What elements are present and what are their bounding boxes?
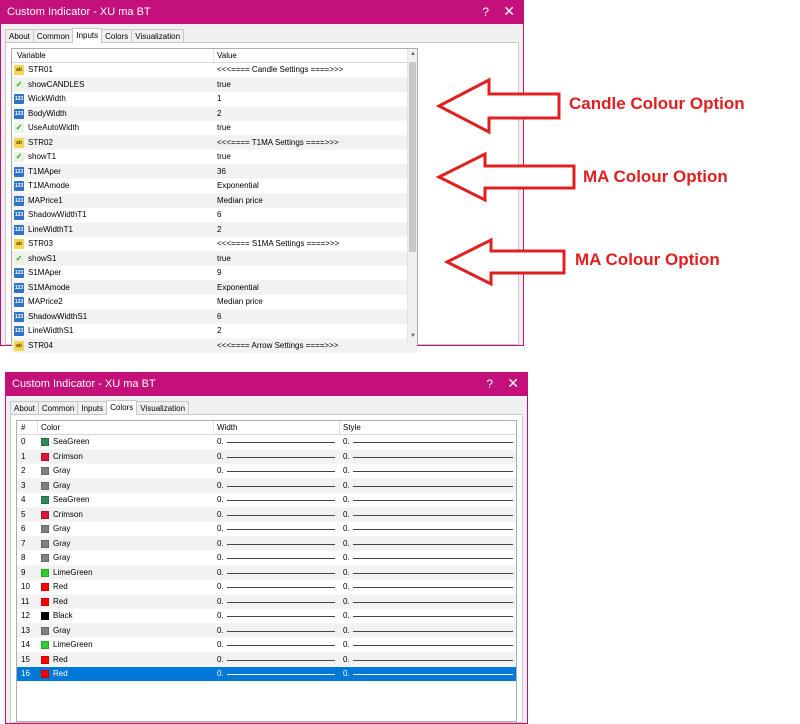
table-row[interactable]: [12, 310, 417, 325]
style-line: [353, 529, 513, 530]
table-row[interactable]: [17, 580, 516, 595]
width-line: [227, 631, 335, 632]
style-line: [353, 442, 513, 443]
table-row[interactable]: [17, 537, 516, 552]
row-index: 6: [21, 524, 26, 533]
color-swatch[interactable]: [41, 627, 49, 635]
variable-value[interactable]: 36: [217, 166, 226, 176]
bool-type-icon: ✓: [15, 152, 23, 161]
number-type-icon: 123: [14, 183, 24, 189]
table-row[interactable]: [12, 295, 417, 310]
color-name[interactable]: Red: [53, 654, 68, 664]
number-type-icon: 123: [14, 197, 24, 204]
width-value[interactable]: 0.: [217, 567, 224, 577]
variable-value[interactable]: true: [217, 152, 231, 161]
string-type-icon: ab: [14, 341, 24, 351]
style-line: [353, 660, 513, 661]
variable-name: LineWidthS1: [28, 326, 74, 335]
tab-common[interactable]: Common: [38, 401, 78, 415]
tab-colors[interactable]: Colors: [101, 29, 132, 43]
grid-header: [17, 421, 516, 435]
close-icon[interactable]: ✕: [507, 375, 519, 391]
variable-name: S1MAper: [28, 268, 62, 277]
table-row[interactable]: [12, 266, 417, 281]
width-value[interactable]: 0.: [217, 480, 224, 490]
color-swatch[interactable]: [41, 453, 49, 461]
color-swatch[interactable]: [41, 540, 49, 548]
row-index: 13: [21, 625, 30, 635]
variable-value[interactable]: 6: [217, 210, 222, 219]
string-type-icon: ab: [14, 138, 24, 148]
width-line: [227, 645, 335, 646]
width-line: [227, 660, 335, 661]
variable-name: T1MAper: [28, 166, 61, 176]
table-row[interactable]: [17, 653, 516, 668]
variable-name: MAPrice1: [28, 195, 63, 205]
table-row[interactable]: [17, 609, 516, 624]
style-value[interactable]: 0.: [343, 611, 350, 620]
tab-strip: [10, 400, 188, 415]
width-value[interactable]: 0.: [217, 437, 224, 446]
style-line: [353, 558, 513, 559]
width-line: [227, 674, 335, 675]
color-name[interactable]: SeaGreen: [53, 437, 90, 446]
tab-panel: [10, 414, 523, 723]
width-value[interactable]: 0.: [217, 611, 224, 620]
color-swatch[interactable]: [41, 496, 49, 504]
width-value[interactable]: 0.: [217, 466, 224, 475]
style-line: [353, 645, 513, 646]
row-index: 8: [21, 553, 26, 562]
variable-value[interactable]: <<<==== Candle Settings ====>>>: [217, 65, 344, 74]
color-name[interactable]: LimeGreen: [53, 640, 93, 649]
column-header-width[interactable]: Width: [217, 423, 238, 432]
width-value[interactable]: 0.: [217, 625, 224, 635]
column-header-variable[interactable]: Variable: [17, 51, 46, 60]
table-row[interactable]: [12, 237, 417, 252]
color-name[interactable]: Gray: [53, 538, 71, 548]
style-value[interactable]: 0.: [343, 524, 350, 533]
tab-common[interactable]: Common: [33, 29, 73, 43]
width-line: [227, 471, 335, 472]
colors-rows: [17, 435, 516, 682]
width-line: [227, 616, 335, 617]
column-header-index[interactable]: #: [21, 423, 26, 432]
annotation-arrow-icon: [437, 152, 577, 202]
style-value[interactable]: 0.: [343, 466, 350, 475]
row-index: 7: [21, 538, 26, 548]
width-value[interactable]: 0.: [217, 669, 224, 678]
inputs-grid: [11, 48, 418, 350]
table-row[interactable]: [12, 252, 417, 267]
number-type-icon: 123: [14, 284, 24, 291]
color-name[interactable]: Gray: [53, 466, 71, 475]
help-icon[interactable]: ?: [486, 377, 493, 391]
width-line: [227, 573, 335, 574]
style-value[interactable]: 0.: [343, 538, 350, 548]
variable-name: STR02: [28, 137, 53, 147]
color-swatch[interactable]: [41, 569, 49, 577]
width-value[interactable]: 0.: [217, 495, 224, 504]
color-name[interactable]: Black: [53, 611, 73, 620]
color-swatch[interactable]: [41, 612, 49, 620]
close-icon[interactable]: ✕: [503, 3, 515, 19]
variable-value[interactable]: 2: [217, 108, 222, 118]
style-value[interactable]: 0.: [343, 640, 350, 649]
variable-name: showS1: [28, 253, 57, 263]
variable-value[interactable]: true: [217, 123, 231, 132]
table-row[interactable]: [12, 165, 417, 180]
color-swatch[interactable]: [41, 482, 49, 490]
color-name[interactable]: Red: [53, 669, 68, 678]
table-row[interactable]: [12, 194, 417, 209]
width-value[interactable]: 0.: [217, 451, 224, 461]
variable-value[interactable]: 2: [217, 224, 222, 234]
color-name[interactable]: SeaGreen: [53, 495, 90, 504]
colors-dialog: [5, 372, 528, 724]
color-name[interactable]: Gray: [53, 553, 71, 562]
style-value[interactable]: 0.: [343, 437, 350, 446]
tab-about[interactable]: About: [10, 401, 39, 415]
table-row[interactable]: [12, 107, 417, 122]
row-index: 14: [21, 640, 30, 649]
number-type-icon: 123: [14, 299, 24, 305]
table-row[interactable]: [17, 522, 516, 537]
help-icon[interactable]: ?: [482, 5, 489, 19]
table-row[interactable]: [17, 435, 516, 450]
style-line: [353, 602, 513, 603]
width-line: [227, 529, 335, 530]
width-line: [227, 486, 335, 487]
number-type-icon: 123: [14, 212, 24, 218]
colors-grid: [16, 420, 517, 722]
style-line: [353, 515, 513, 516]
style-value[interactable]: 0.: [343, 553, 350, 562]
row-index: 11: [21, 596, 30, 606]
annotation-ma-colour-2: MA Colour Option: [575, 250, 720, 269]
width-value[interactable]: 0.: [217, 509, 224, 519]
style-value[interactable]: 0.: [343, 625, 350, 635]
variable-value[interactable]: Median price: [217, 195, 263, 205]
column-header-style[interactable]: Style: [343, 423, 361, 432]
color-name[interactable]: Red: [53, 596, 68, 606]
scroll-down-icon[interactable]: ▼: [410, 333, 416, 339]
bool-type-icon: ✓: [15, 253, 23, 263]
annotation-arrow-icon: [437, 78, 562, 134]
title-bar: [6, 373, 527, 396]
tab-inputs[interactable]: Inputs: [77, 401, 107, 415]
number-type-icon: 123: [14, 110, 24, 117]
variable-value[interactable]: <<<==== Arrow Settings ====>>>: [217, 340, 339, 350]
column-header-value[interactable]: Value: [217, 51, 237, 60]
style-value[interactable]: 0.: [343, 582, 350, 591]
width-line: [227, 457, 335, 458]
bool-type-icon: ✓: [15, 123, 23, 132]
style-value[interactable]: 0.: [343, 596, 350, 606]
style-value[interactable]: 0.: [343, 567, 350, 577]
table-row[interactable]: [12, 281, 417, 296]
table-row[interactable]: [17, 479, 516, 494]
variable-name: ShadowWidthS1: [28, 311, 88, 321]
style-line: [353, 616, 513, 617]
table-row[interactable]: [17, 464, 516, 479]
style-value[interactable]: 0.: [343, 495, 350, 504]
variable-name: ShadowWidthT1: [28, 210, 87, 219]
variable-name: showCANDLES: [28, 79, 85, 89]
row-index: 12: [21, 611, 30, 620]
style-line: [353, 544, 513, 545]
color-swatch[interactable]: [41, 467, 49, 475]
bool-type-icon: ✓: [15, 79, 23, 89]
table-row[interactable]: [12, 63, 417, 78]
annotation-ma-colour-1: MA Colour Option: [583, 167, 728, 186]
annotation-arrow-icon: [445, 238, 567, 286]
table-row[interactable]: [17, 551, 516, 566]
width-value[interactable]: 0.: [217, 654, 224, 664]
scroll-up-icon[interactable]: ▲: [410, 51, 416, 57]
table-row[interactable]: [17, 638, 516, 653]
row-index: 2: [21, 466, 26, 475]
width-value[interactable]: 0.: [217, 596, 224, 606]
tab-colors[interactable]: Colors: [106, 400, 137, 415]
style-line: [353, 587, 513, 588]
table-row[interactable]: [12, 179, 417, 194]
color-name[interactable]: Gray: [53, 625, 71, 635]
row-index: 5: [21, 509, 26, 519]
style-line: [353, 573, 513, 574]
variable-name: UseAutoWidth: [28, 123, 80, 132]
tab-visualization[interactable]: Visualization: [131, 29, 184, 43]
variable-value[interactable]: 9: [217, 268, 222, 277]
variable-value[interactable]: <<<==== T1MA Settings ====>>>: [217, 137, 339, 147]
table-row[interactable]: [12, 223, 417, 238]
dialog-title: Custom Indicator - XU ma BT: [7, 6, 151, 18]
table-row[interactable]: [17, 493, 516, 508]
color-name[interactable]: Gray: [53, 480, 71, 490]
variable-value[interactable]: Exponential: [217, 181, 259, 190]
variable-value[interactable]: <<<==== S1MA Settings ====>>>: [217, 239, 340, 248]
color-swatch[interactable]: [41, 670, 49, 678]
color-swatch[interactable]: [41, 438, 49, 446]
width-line: [227, 544, 335, 545]
color-name[interactable]: Crimson: [53, 451, 83, 461]
table-row[interactable]: [17, 624, 516, 639]
grid-header: [12, 49, 417, 63]
annotation-candle-colour: Candle Colour Option: [569, 94, 745, 113]
color-name[interactable]: Gray: [53, 524, 71, 533]
color-swatch[interactable]: [41, 554, 49, 562]
variable-value[interactable]: 1: [217, 94, 222, 103]
row-index: 9: [21, 567, 26, 577]
color-swatch[interactable]: [41, 511, 49, 519]
style-value[interactable]: 0.: [343, 451, 350, 461]
table-row[interactable]: [17, 566, 516, 581]
width-line: [227, 500, 335, 501]
style-line: [353, 631, 513, 632]
width-value[interactable]: 0.: [217, 582, 224, 591]
color-swatch[interactable]: [41, 656, 49, 664]
string-type-icon: ab: [14, 239, 24, 249]
number-type-icon: 123: [14, 226, 24, 233]
width-value[interactable]: 0.: [217, 524, 224, 533]
variable-value[interactable]: true: [217, 253, 231, 263]
variable-name: STR03: [28, 239, 53, 248]
number-type-icon: 123: [14, 168, 24, 175]
title-bar: [1, 1, 523, 24]
style-line: [353, 457, 513, 458]
width-value[interactable]: 0.: [217, 640, 224, 649]
scroll-thumb[interactable]: [409, 62, 416, 252]
number-type-icon: 123: [14, 270, 24, 276]
variable-name: T1MAmode: [28, 181, 70, 190]
width-line: [227, 442, 335, 443]
variable-name: BodyWidth: [28, 108, 67, 118]
color-swatch[interactable]: [41, 641, 49, 649]
tab-strip: [5, 28, 183, 43]
table-row[interactable]: [12, 324, 417, 339]
table-row[interactable]: [12, 208, 417, 223]
variable-value[interactable]: Exponential: [217, 282, 259, 292]
variable-name: STR01: [28, 65, 53, 74]
table-row[interactable]: [17, 450, 516, 465]
table-row[interactable]: [12, 78, 417, 93]
color-swatch[interactable]: [41, 598, 49, 606]
row-index: 15: [21, 654, 30, 664]
row-index: 10: [21, 582, 30, 591]
inputs-rows: [12, 63, 417, 353]
color-swatch[interactable]: [41, 525, 49, 533]
column-header-color[interactable]: Color: [41, 423, 61, 432]
table-row[interactable]: [12, 92, 417, 107]
style-value[interactable]: 0.: [343, 480, 350, 490]
variable-value[interactable]: 6: [217, 311, 222, 321]
row-index: 3: [21, 480, 26, 490]
table-row[interactable]: [17, 595, 516, 610]
variable-value[interactable]: 2: [217, 326, 222, 335]
width-value[interactable]: 0.: [217, 553, 224, 562]
width-value[interactable]: 0.: [217, 538, 224, 548]
width-line: [227, 602, 335, 603]
row-index: 0: [21, 437, 26, 446]
variable-value[interactable]: true: [217, 79, 231, 89]
tab-inputs[interactable]: Inputs: [72, 28, 102, 43]
dialog-title: Custom Indicator - XU ma BT: [12, 378, 156, 390]
style-line: [353, 500, 513, 501]
variable-name: showT1: [28, 152, 57, 161]
color-name[interactable]: LimeGreen: [53, 567, 93, 577]
width-line: [227, 515, 335, 516]
row-index: 4: [21, 495, 26, 504]
number-type-icon: 123: [14, 328, 24, 334]
row-index: 16: [21, 669, 30, 678]
color-name[interactable]: Red: [53, 582, 68, 591]
variable-name: LineWidthT1: [28, 224, 73, 234]
number-type-icon: 123: [14, 96, 24, 102]
variable-name: MAPrice2: [28, 297, 63, 306]
tab-about[interactable]: About: [5, 29, 34, 43]
color-swatch[interactable]: [41, 583, 49, 591]
variable-name: STR04: [28, 340, 53, 350]
tab-visualization[interactable]: Visualization: [136, 401, 189, 415]
style-value[interactable]: 0.: [343, 654, 350, 664]
variable-name: S1MAmode: [28, 282, 70, 292]
style-value[interactable]: 0.: [343, 669, 350, 678]
vertical-scrollbar[interactable]: [407, 49, 417, 343]
table-row[interactable]: [17, 667, 516, 682]
variable-value[interactable]: Median price: [217, 297, 263, 306]
color-name[interactable]: Crimson: [53, 509, 83, 519]
style-value[interactable]: 0.: [343, 509, 350, 519]
style-line: [353, 674, 513, 675]
table-row[interactable]: [12, 150, 417, 165]
table-row[interactable]: [12, 136, 417, 151]
style-line: [353, 486, 513, 487]
table-row[interactable]: [12, 339, 417, 354]
table-row[interactable]: [17, 508, 516, 523]
variable-name: WickWidth: [28, 94, 66, 103]
width-line: [227, 587, 335, 588]
row-index: 1: [21, 451, 26, 461]
number-type-icon: 123: [14, 313, 24, 320]
style-line: [353, 471, 513, 472]
string-type-icon: ab: [14, 65, 24, 75]
table-row[interactable]: [12, 121, 417, 136]
width-line: [227, 558, 335, 559]
